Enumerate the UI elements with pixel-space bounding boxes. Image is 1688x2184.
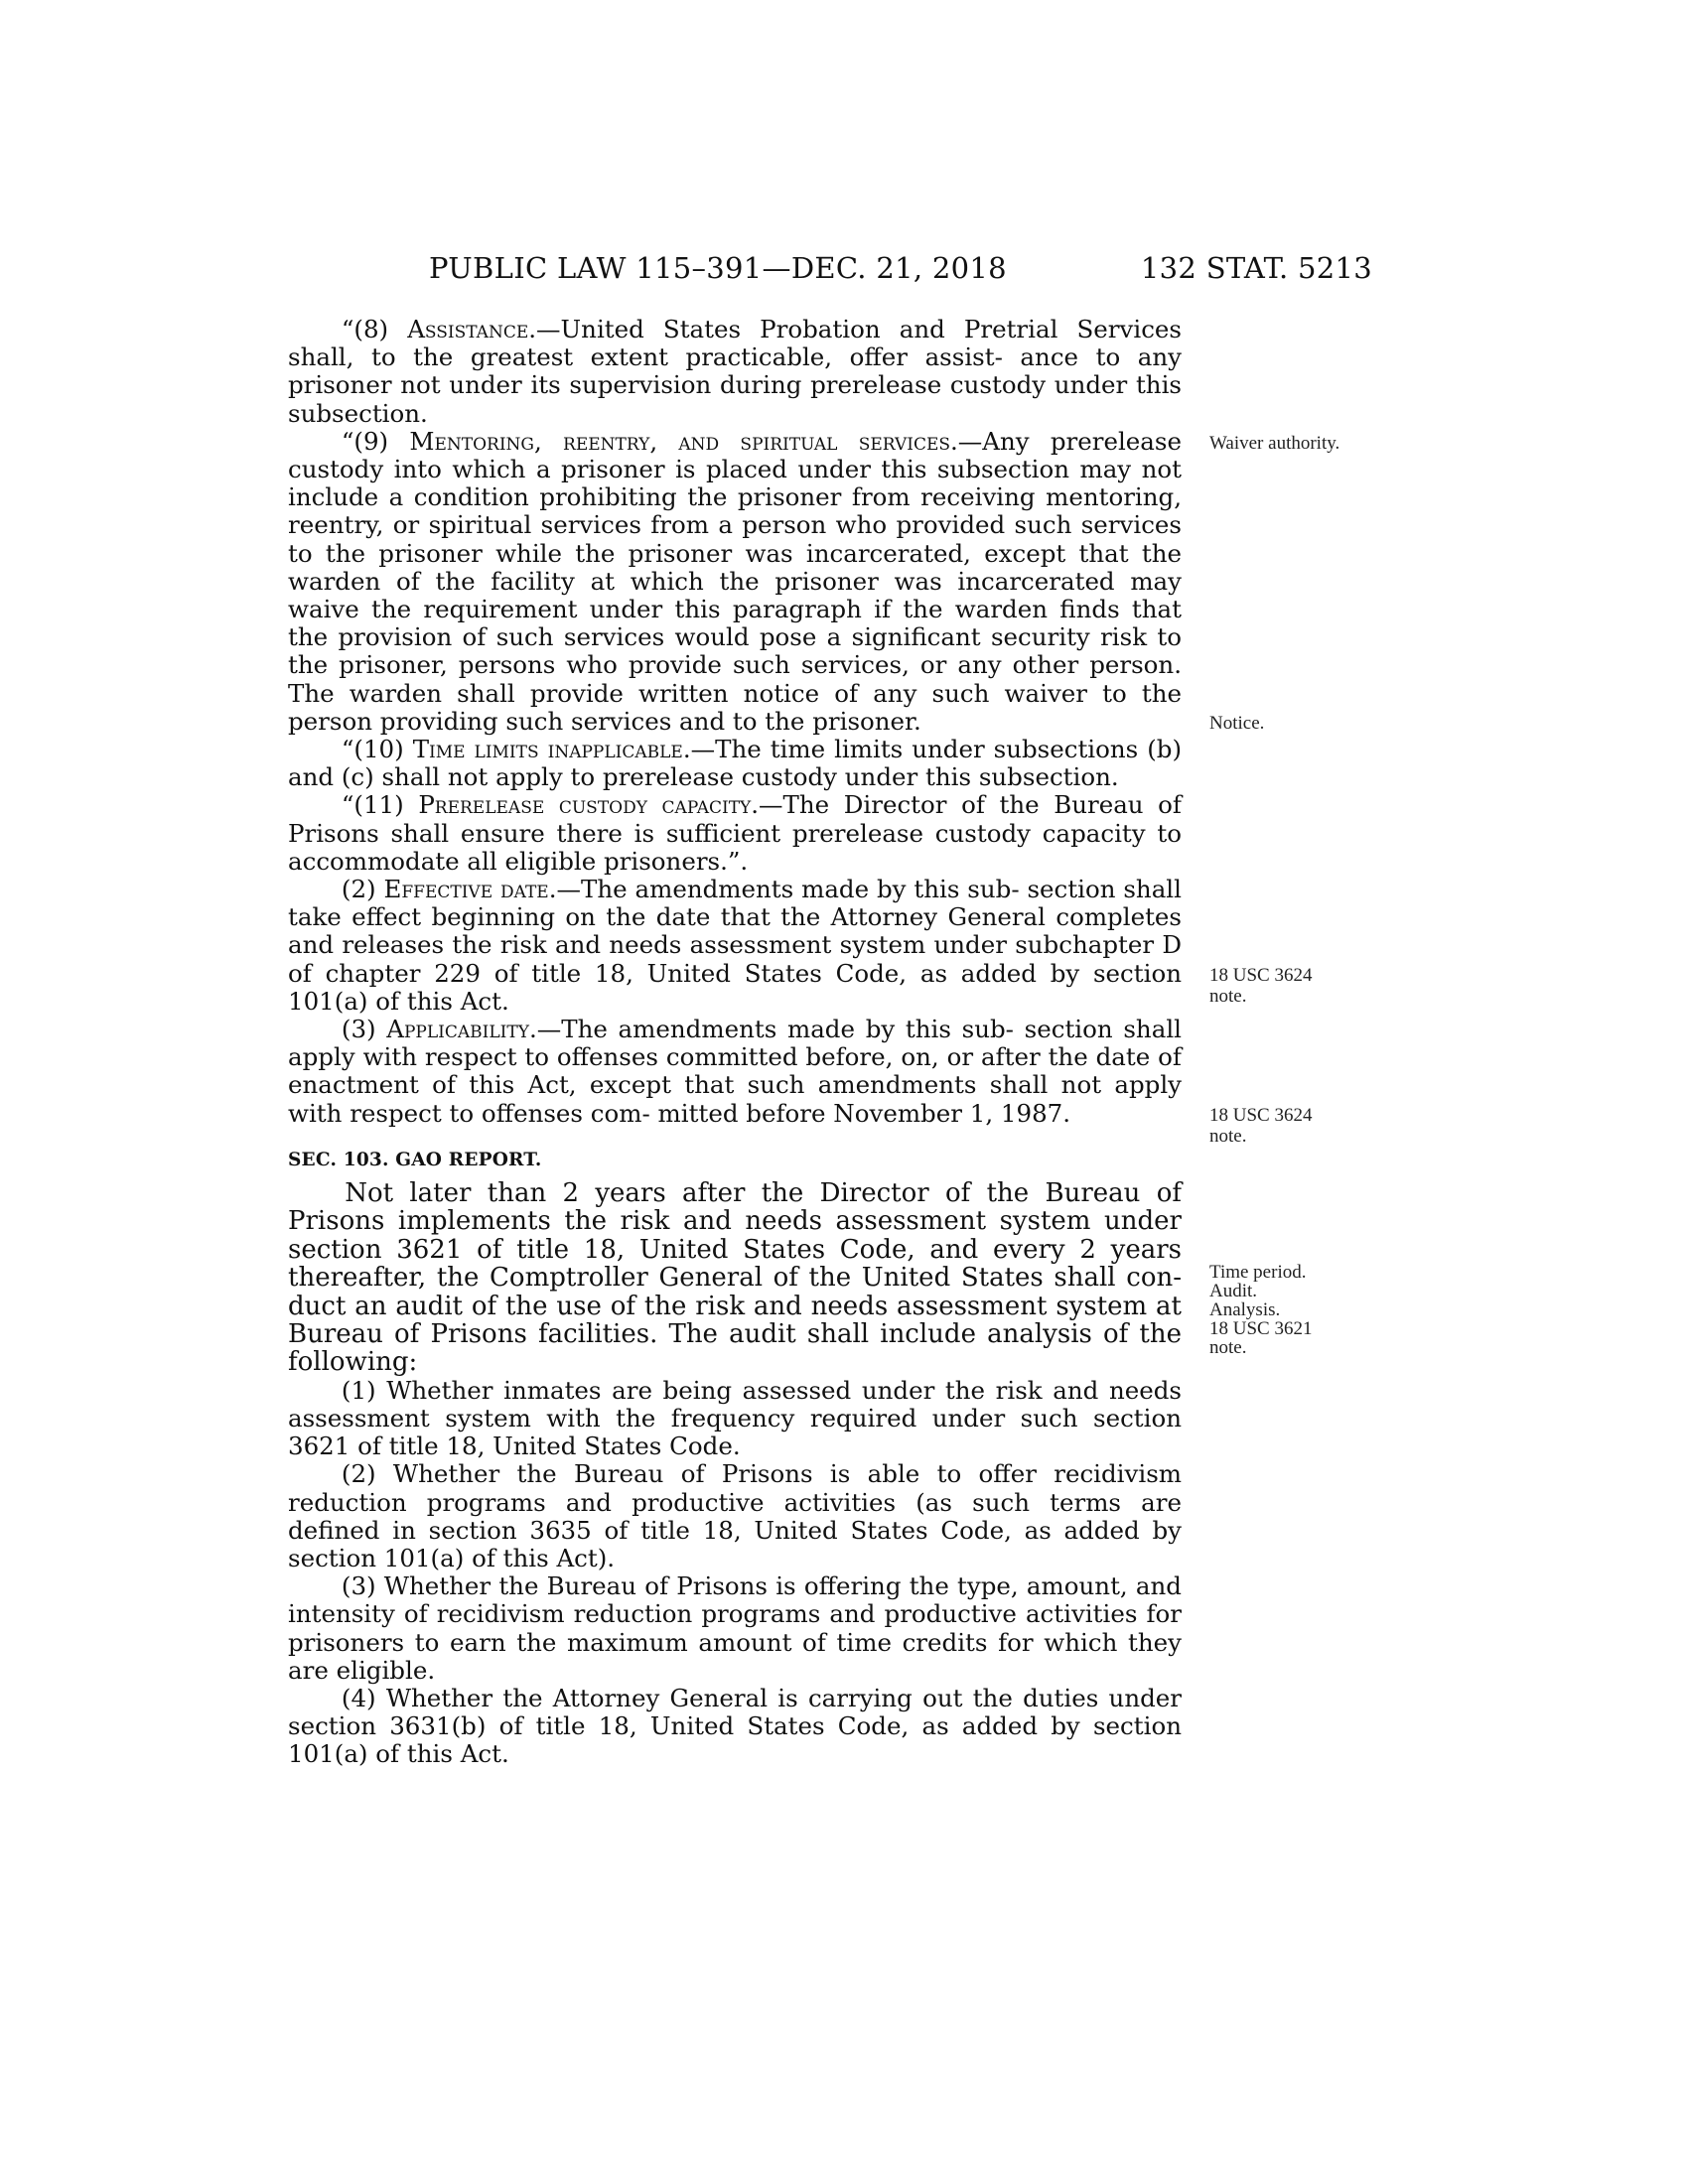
paragraph-8-number: “(8) <box>341 315 408 343</box>
margin-note-waiver: Waiver authority. <box>1209 433 1340 454</box>
margin-note-line: Time period. <box>1209 1262 1307 1283</box>
paragraph-9-text: .—Any prerelease custody into which a prisoner is placed under this subsection may not include a condition prohibiting the prisoner from receiving mentoring, reentry, or spiritual services from a person who provided such services to the prisoner while the prisoner was incarcerated, except that the warden of the facility at which the prisoner was incarcerated may waive the requirement under this paragraph if the warden finds that the provision of such services would pose a significant security risk to the prisoner, persons who provide such services, or any other person. The warden shall provide written notice of any such waiver to the person providing such services and to the prisoner. <box>288 426 1182 736</box>
header-public-law: PUBLIC LAW 115–391—DEC. 21, 2018 <box>429 251 1007 285</box>
margin-note-gao <box>1209 1263 1408 1357</box>
paragraph-11-text: .—The Director of the Bureau of Prisons shall ensure there is sufficient prerelease custody capacity to accommodate all eligible prisoners.”. <box>288 790 1182 876</box>
margin-note-line: 18 USC 3624 <box>1209 1105 1313 1126</box>
section-intro: Not later than 2 years after the Director of the Bureau of Prisons implements the risk and needs assessment system under section 3621 of title 18, United States Code, and every 2 years thereafter, the Comptroller General of the United States shall con- duct an audit of the use of the risk and needs assessment system at Bureau of Prisons facilities. The audit shall include analysis of the following: <box>288 1177 1182 1378</box>
list-item: (3) Whether the Bureau of Prisons is offering the type, amount, and intensity of recidivism reduction programs and productive activities for prisoners to earn the maximum amount of time credits for which they are eligible. <box>288 1571 1182 1685</box>
header-stat-page: 132 STAT. 5213 <box>1140 251 1372 285</box>
paragraph-10-text: .—The time limits under subsections (b) and (c) shall not apply to prerelease custody under this subsection. <box>288 735 1182 792</box>
margin-note-line: note. <box>1209 1126 1247 1147</box>
paragraph-8-text: .—United States Probation and Pretrial Services shall, to the greatest extent practicable, offer assist- ance to any prisoner not under its supervision during prerelease custody under this subsection. <box>288 315 1182 428</box>
effective-date-number: (2) <box>341 875 384 904</box>
margin-note-notice: Notice. <box>1209 713 1265 734</box>
paragraph-9-number: “(9) <box>341 426 410 456</box>
paragraph-8 <box>288 316 1182 428</box>
margin-note-line: Audit. <box>1209 1281 1258 1301</box>
paragraph-9-heading: Mentoring, reentry, and spiritual services <box>409 426 951 456</box>
paragraph-11-number: “(11) <box>341 790 419 820</box>
paragraph-10 <box>288 736 1182 791</box>
margin-note-line: 18 USC 3621 <box>1209 1318 1313 1339</box>
list-item: (2) Whether the Bureau of Prisons is able to offer recidivism reduction programs and productive activities (as such terms are defined in section 3635 of title 18, United States Code, as added by section 101(a) of this Act). <box>288 1459 1182 1572</box>
paragraph-9 <box>288 428 1182 736</box>
effective-date-text: .—The amendments made by this sub- section shall take effect beginning on the date that the Attorney General completes and releases the risk and needs assessment system under subchapter D of chapter 229 of title 18, United States Code, as added by section 101(a) of this Act. <box>288 875 1182 1016</box>
paragraph-10-number: “(10) <box>341 735 413 764</box>
paragraph-11-heading: Prerelease custody capacity <box>418 790 752 820</box>
effective-date-heading: Effective date <box>383 875 549 904</box>
margin-note-line: 18 USC 3624 <box>1209 965 1313 986</box>
list-item: (4) Whether the Attorney General is carrying out the duties under section 3631(b) of title 18, United States Code, as added by section 101(a) of this Act. <box>288 1683 1182 1769</box>
applicability-heading: Applicability <box>386 1015 529 1044</box>
margin-note-line: note. <box>1209 1337 1247 1358</box>
margin-note-usc-3624-b <box>1209 1105 1408 1147</box>
paragraph-11 <box>288 791 1182 876</box>
paragraph-applicability <box>288 1016 1182 1128</box>
applicability-text: .—The amendments made by this sub- section shall apply with respect to offenses committed before, on, or after the date of enactment of this Act, except that such amendments shall not apply with respect to offenses com- mitted before November 1, 1987. <box>288 1015 1182 1128</box>
list-item: (1) Whether inmates are being assessed under the risk and needs assessment system with the frequency required under such section 3621 of title 18, United States Code. <box>288 1375 1182 1461</box>
paragraph-8-heading: Assistance <box>407 315 529 343</box>
margin-note-line: Analysis. <box>1209 1299 1281 1320</box>
section-heading: SEC. 103. GAO REPORT. <box>288 1149 542 1170</box>
margin-note-usc-3624-a <box>1209 965 1408 1007</box>
margin-note-line: note. <box>1209 986 1247 1007</box>
main-text-column <box>288 316 1182 1769</box>
applicability-number: (3) <box>341 1015 387 1044</box>
paragraph-10-heading: Time limits inapplicable <box>412 735 683 764</box>
running-header <box>429 248 1372 288</box>
paragraph-effective-date <box>288 876 1182 1016</box>
